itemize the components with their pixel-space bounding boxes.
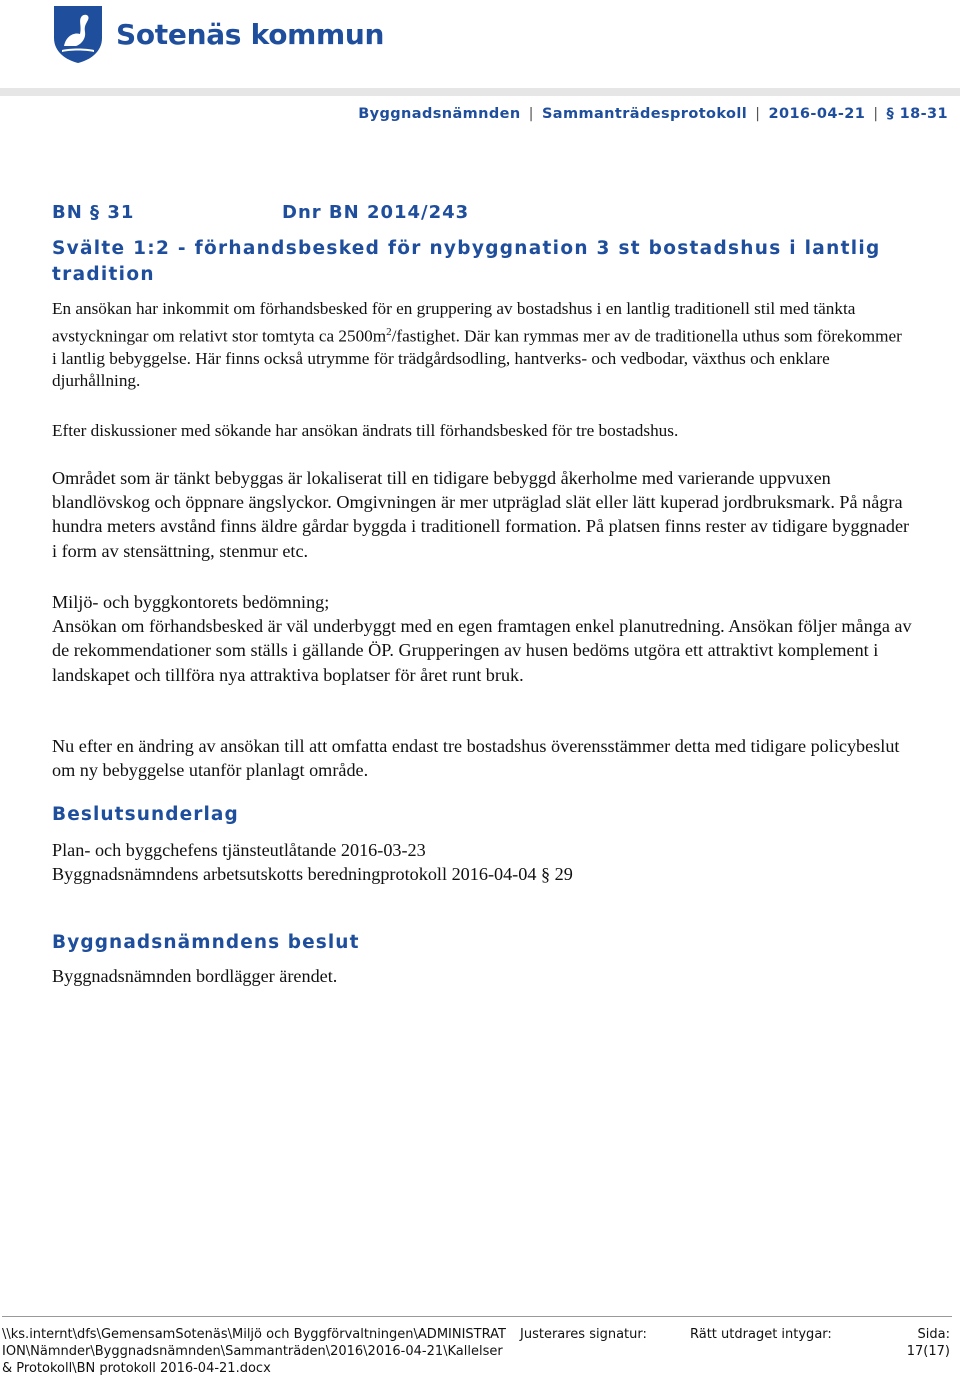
header-bar	[0, 88, 960, 96]
page-label: Sida:	[917, 1327, 950, 1342]
beslutsunderlag-list	[52, 838, 912, 886]
header-divider: |	[873, 106, 879, 122]
file-path: \\ks.internt\dfs\GemensamSotenäs\Miljö och Byggförvaltningen\ADMINISTRATION\Nämnder\Byggnadsnämnden\Sammanträden\2016\2016-04-21\Kallelser & Protokoll\BN protokoll 2016-04-21.docx	[2, 1327, 506, 1376]
case-number: BN § 31	[52, 202, 135, 223]
paragraph-conclusion: Nu efter en ändring av ansökan till att omfatta endast tre bostadshus överensstämmer detta med tidigare policybeslut om ny bebyggelse utanför planlagt område.	[52, 736, 900, 781]
paragraph-application	[52, 298, 902, 393]
assessment-text: Ansökan om förhandsbesked är väl underbyggt med en egen framtagen enkel planutredning. Ansökan följer många av de rekommendationer som ställs i gällande ÖP. Grupperingen av husen bedöms utgöra ett attraktivt komplement i landskapet och tillföra nya attraktiva boplatser för året runt bruk.	[52, 616, 912, 685]
footer-divider	[2, 1316, 952, 1317]
document-type: Sammanträdesprotokoll	[541, 106, 748, 122]
paragraph-application-part1: En ansökan har inkommit om förhandsbesked för en gruppering av bostadshus i en lantlig traditionell stil med tänkta avstyckningar om relativt stor tomtyta ca 2500m	[52, 299, 856, 346]
section-heading-beslutsunderlag: Beslutsunderlag	[52, 804, 239, 825]
case-title: Svälte 1:2 - förhandsbesked för nybyggnation 3 st bostadshus i lantlig tradition	[52, 238, 881, 285]
committee-name: Byggnadsnämnden	[358, 106, 521, 122]
meeting-date: 2016-04-21	[768, 106, 866, 122]
org-name: Sotenäs kommun	[116, 17, 385, 51]
beslutsunderlag-item: Byggnadsnämndens arbetsutskotts beredningprotokoll 2016-04-04 § 29	[52, 864, 573, 885]
section-heading-beslut: Byggnadsnämndens beslut	[52, 932, 360, 953]
paragraph-change: Efter diskussioner med sökande har ansökan ändrats till förhandsbesked för tre bostadshus.	[52, 421, 679, 440]
page-number: 17(17)	[906, 1344, 950, 1359]
signature-label: Justerares signatur:	[520, 1327, 647, 1342]
case-heading	[52, 202, 470, 223]
paragraph-range: § 18-31	[886, 106, 948, 122]
assessment-heading: Miljö- och byggkontorets bedömning;	[52, 592, 330, 612]
page-indicator	[907, 1326, 950, 1360]
municipal-shield-swan-icon	[52, 4, 104, 64]
certified-extract-label: Rätt utdraget intygar:	[690, 1327, 832, 1342]
header-divider: |	[755, 106, 761, 122]
beslutsunderlag-item: Plan- och byggchefens tjänsteutlåtande 2016-03-23	[52, 840, 426, 860]
assessment-block	[52, 590, 912, 687]
paragraph-area: Området som är tänkt bebyggas är lokaliserat till en tidigare bebyggd åkerholme med varierande uppvuxen blandlövskog och öppnare ängslyckor. Omgivningen är mer utpräglad slät eller lätt kuperad jordbruksmark. På några hundra meters avstånd finns äldre gårdar byggda i traditionell formation. På platsen finns rester av tidigare byggnader i form av stensättning, stenmur etc.	[52, 468, 910, 561]
org-logo	[52, 4, 384, 64]
case-dnr: Dnr BN 2014/243	[282, 202, 470, 223]
decision-text: Byggnadsnämnden bordlägger ärendet.	[52, 966, 338, 986]
paragraph-application-part2: /fastighet. Där kan rymmas mer av de traditionella uthus som förekommer i lantlig bebyggelse. Här finns också utrymme för trädgårdsodling, hantverks- och vedbodar, växthus och enklare djurhållning.	[52, 326, 902, 391]
document-header	[358, 106, 948, 122]
superscript: 2	[386, 325, 392, 338]
header-divider: |	[528, 106, 534, 122]
